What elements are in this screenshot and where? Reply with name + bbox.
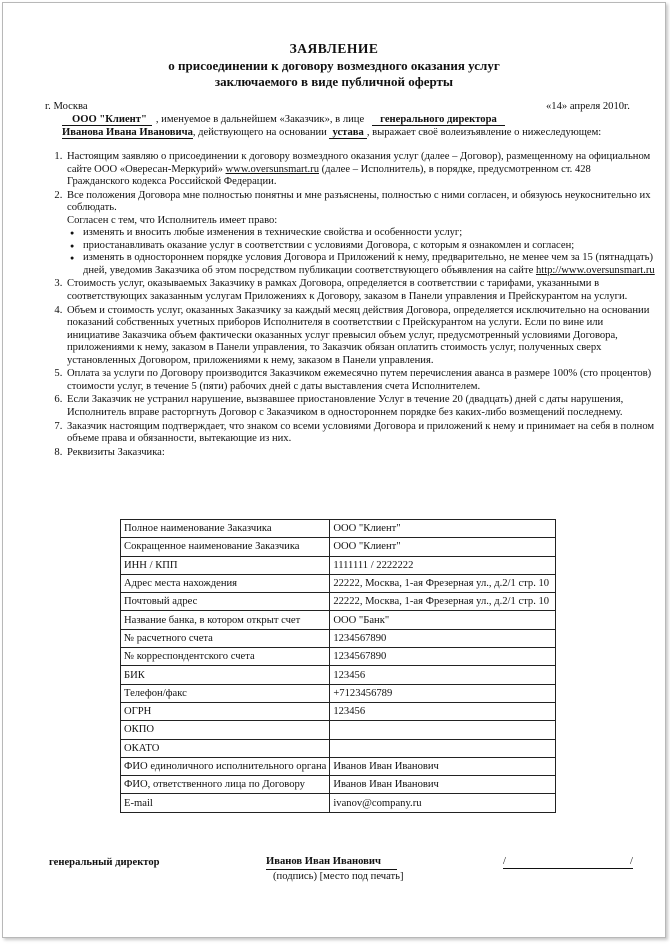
intro-line-1 <box>62 114 505 127</box>
requisites-row <box>121 721 556 739</box>
requisite-value: 123456 <box>330 666 556 684</box>
client-name: ООО "Клиент" <box>62 114 152 126</box>
requisites-row <box>121 556 556 574</box>
requisites-row <box>121 757 556 775</box>
requisites-row <box>121 666 556 684</box>
requisites-row <box>121 629 556 647</box>
requisite-label: № корреспондентского счета <box>121 648 330 666</box>
requisite-label: Почтовый адрес <box>121 593 330 611</box>
signature-name: Иванов Иван Иванович <box>266 856 397 870</box>
requisite-value <box>330 739 556 757</box>
right-1: ● изменять и вносить любые изменения в технические свойства и особенности услуг; <box>83 227 655 240</box>
rep-name: Иванова Ивана Ивановича <box>62 127 193 138</box>
rights-list <box>67 227 655 277</box>
requisite-value: 123456 <box>330 702 556 720</box>
requisite-label: Сокращенное наименование Заказчика <box>121 538 330 556</box>
requisite-label: ОГРН <box>121 702 330 720</box>
term-4: 4. Объем и стоимость услуг, оказанных Заказчику за каждый месяц действия Договора, определяется исключительно на основании показаний собственных учетных приборов Исполнителя в соответствии с Прейскурантом на услуги. Если по вине или инициативе Заказчика объем фактически оказанных услуг превысил объем услуг, предусмотренный условиями Договора, приложениями к нему, заказом в Панели управления, то Заказчик обязан оплатить стоимость услуг, полученных сверх установленных Договором, приложениями к нему, заказом в Панели управления. <box>65 305 655 368</box>
requisite-value <box>330 721 556 739</box>
requisite-value: 1234567890 <box>330 629 556 647</box>
intro-line-2 <box>62 127 601 140</box>
signature-slash-right: / <box>630 856 633 867</box>
requisite-value: +7123456789 <box>330 684 556 702</box>
requisite-label: ФИО единоличного исполнительного органа <box>121 757 330 775</box>
requisite-value: ООО "Клиент" <box>330 520 556 538</box>
requisite-label: Адрес места нахождения <box>121 574 330 592</box>
terms-list <box>49 151 655 461</box>
requisite-value: 22222, Москва, 1-ая Фрезерная ул., д.2/1 стр. 10 <box>330 574 556 592</box>
rep-position: генерального директора <box>372 114 505 126</box>
date: «14» апреля 2010г. <box>546 101 630 112</box>
right-3-text: изменять в одностороннем порядке условия Договора и Приложений к нему, предварительно, не менее чем за 15 (пятнадцать) дней, уведомив Заказчика об этом посредством публикации соответствующего объявления на сайте <box>83 252 654 276</box>
term-2-text: Все положения Договора мне полностью понятны и мне разъяснены, полностью с ними согласен, и обязуюсь неукоснительно их соблюдать. <box>67 189 651 214</box>
requisite-value: Иванов Иван Иванович <box>330 757 556 775</box>
requisites-row <box>121 574 556 592</box>
signature-slash-left: / <box>503 856 506 867</box>
site-link-2[interactable]: http://www.oversunsmart.ru <box>535 264 655 276</box>
requisites-row <box>121 684 556 702</box>
requisites-row <box>121 794 556 812</box>
right-3 <box>83 252 655 277</box>
term-1-text-2: (далее – Исполнитель), в порядке, предусмотренном ст. 428 Гражданского кодекса Российской Федерации. <box>67 163 591 187</box>
requisite-value: 22222, Москва, 1-ая Фрезерная ул., д.2/1 стр. 10 <box>330 593 556 611</box>
requisites-row <box>121 776 556 794</box>
term-5: 5. Оплата за услуги по Договору производится Заказчиком ежемесячно путем перечисления аванса в размере 100% (сто процентов) стоимости услуг, в течение 5 (пяти) рабочих дней с даты выставления счета Исполнителем. <box>65 368 655 393</box>
intro-text-1: , именуемое в дальнейшем «Заказчик», в лице <box>155 114 365 125</box>
doc-subtitle-2: заключаемого в виде публичной оферты <box>214 74 454 89</box>
requisites-row <box>121 538 556 556</box>
signature-caption: (подпись) [место под печать] <box>273 871 404 882</box>
requisite-label: Полное наименование Заказчика <box>121 520 330 538</box>
basis: устава <box>329 127 366 139</box>
city: г. Москва <box>45 101 88 112</box>
term-1 <box>65 151 655 189</box>
right-2: ● приостанавливать оказание услуг в соответствии с условиями Договора, с которым я ознакомлен и согласен; <box>83 240 655 253</box>
requisite-label: ОКПО <box>121 721 330 739</box>
term-6: 6. Если Заказчик не устранил нарушение, вызвавшее приостановление Услуг в течение 20 (двадцать) дней с даты нарушения, Исполнитель вправе расторгнуть Договор с Заказчиком в одностороннем порядке без каких-либо возмещений последнему. <box>65 394 655 419</box>
term-8: 8. Реквизиты Заказчика: <box>65 447 655 460</box>
requisite-label: E-mail <box>121 794 330 812</box>
requisites-row <box>121 648 556 666</box>
term-2 <box>65 190 655 278</box>
requisite-value: Иванов Иван Иванович <box>330 776 556 794</box>
requisite-label: ФИО, ответственного лица по Договору <box>121 776 330 794</box>
requisite-label: Телефон/факс <box>121 684 330 702</box>
requisites-table <box>120 519 556 813</box>
document-page <box>2 2 666 938</box>
requisites-row <box>121 702 556 720</box>
site-link[interactable]: www.oversunsmart.ru <box>225 163 319 175</box>
requisite-label: ИНН / КПП <box>121 556 330 574</box>
requisite-label: ОКАТО <box>121 739 330 757</box>
requisite-value: ООО "Клиент" <box>330 538 556 556</box>
doc-subtitle-1: о присоединении к договору возмездного оказания услуг <box>168 58 500 73</box>
intro-text-3: , выражает своё волеизъявление о нижеследующем: <box>366 127 602 138</box>
intro-text-2: , действующего на основании <box>192 127 327 138</box>
requisite-label: Название банка, в котором открыт счет <box>121 611 330 629</box>
doc-title: ЗАЯВЛЕНИЕ <box>289 41 379 56</box>
requisite-label: БИК <box>121 666 330 684</box>
signature-line <box>503 856 633 869</box>
term-1-text: Настоящим заявляю о присоединении к договору возмездного оказания услуг (далее – Договор), размещенному на официальном сайте ООО «Овересан-Меркурий» <box>67 151 651 175</box>
signature-position: генеральный директор <box>49 857 160 868</box>
requisite-value: ООО "Банк" <box>330 611 556 629</box>
requisite-value: ivanov@company.ru <box>330 794 556 812</box>
requisite-label: № расчетного счета <box>121 629 330 647</box>
term-3: 3. Стоимость услуг, оказываемых Заказчику в рамках Договора, определяется в соответствии с тарифами, указанными в соответствующих заказанным услугам Приложениях к Договору, заказом в Панели управления и Прейскурантом на услуги. <box>65 278 655 303</box>
requisite-value: 1234567890 <box>330 648 556 666</box>
requisites-row <box>121 739 556 757</box>
requisites-row <box>121 611 556 629</box>
term-7: 7. Заказчик настоящим подтверждает, что знаком со всеми условиями Договора и приложений к нему и принимает на себя в полном объеме права и обязанности, вытекающие из них. <box>65 421 655 446</box>
requisites-row <box>121 520 556 538</box>
term-2-agree: Согласен с тем, что Исполнитель имеет право: <box>67 214 278 226</box>
requisite-value: 1111111 / 2222222 <box>330 556 556 574</box>
requisites-row <box>121 593 556 611</box>
